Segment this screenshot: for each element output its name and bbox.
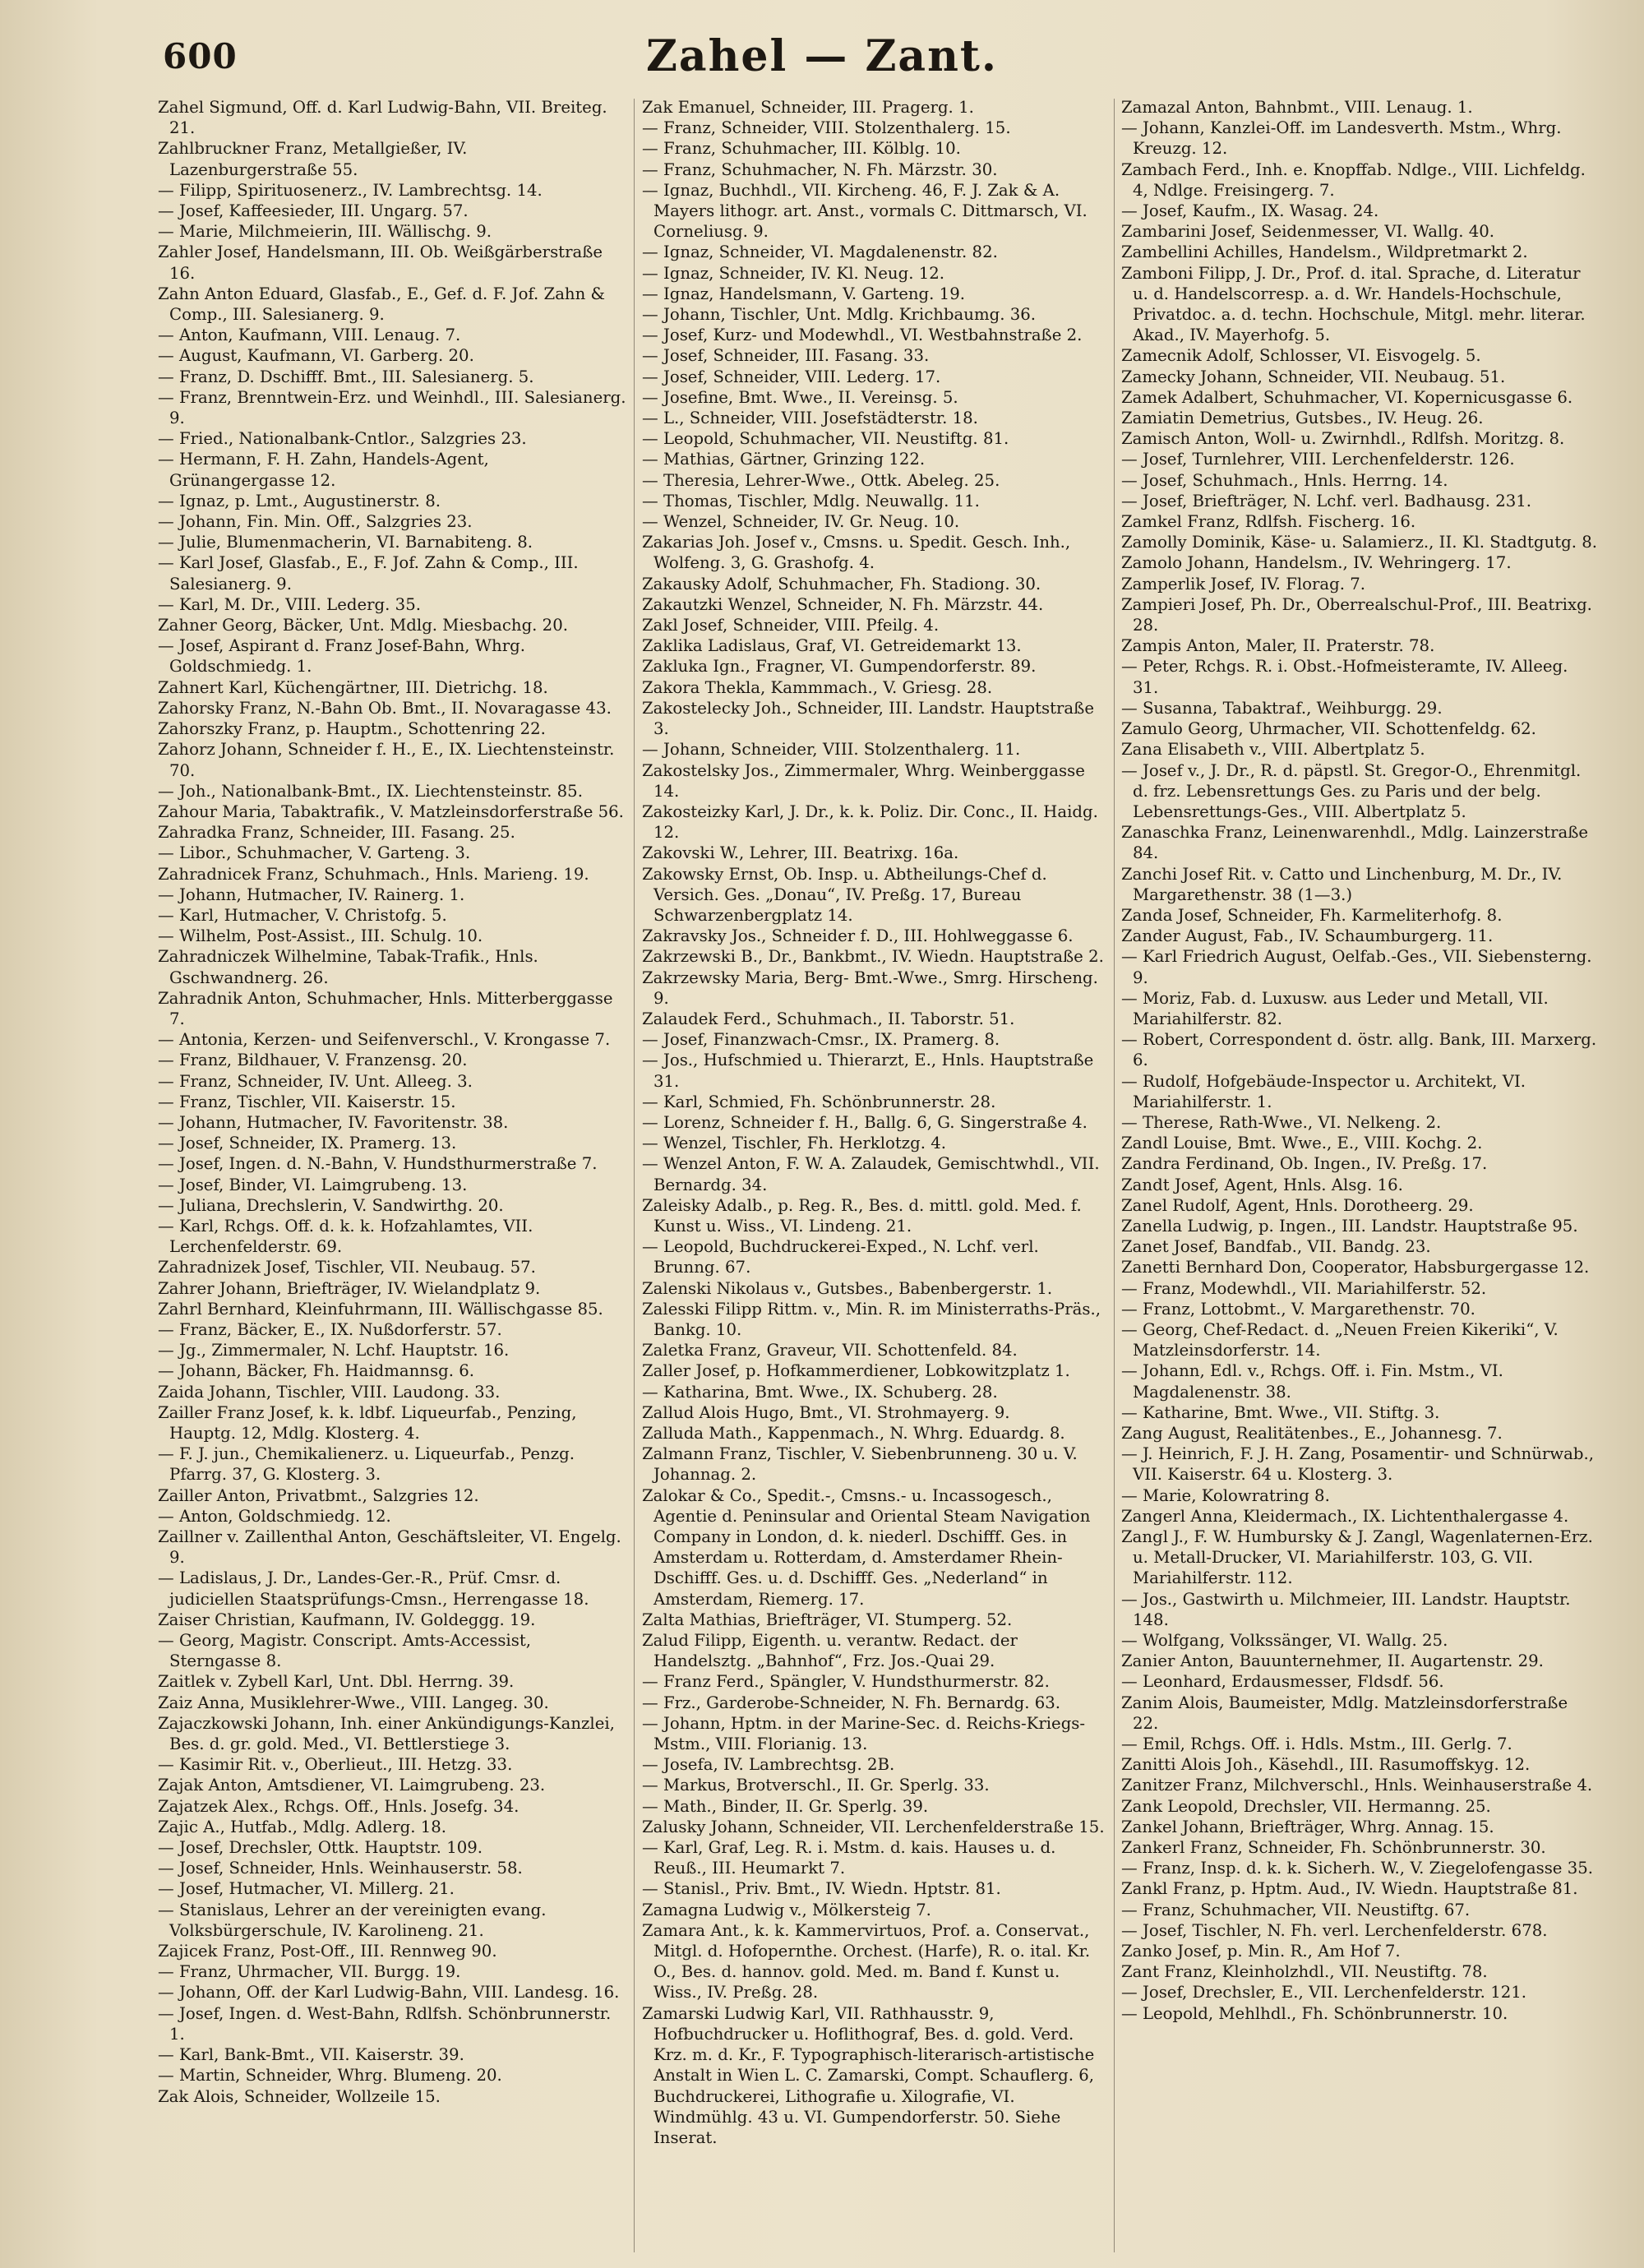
- directory-entry: — Josef, Ingen. d. West-Bahn, Rdlfsh. Schönbrunnerstr. 1.: [158, 2003, 612, 2044]
- directory-entry: — Georg, Chef-Redact. d. „Neuen Freien Kikeriki“, V. Matzleinsdorferstr. 14.: [1121, 1319, 1559, 1360]
- directory-entry: Zambellini Achilles, Handelsm., Wildpretmarkt 2.: [1121, 243, 1528, 262]
- directory-entry: — Karl, Rchgs. Off. d. k. k. Hofzahlamtes, VII. Lerchenfelderstr. 69.: [158, 1216, 533, 1257]
- directory-entry: — F. J. jun., Chemikalienerz. u. Liqueurfab., Penzg. Pfarrg. 37, G. Klosterg. 3.: [158, 1444, 575, 1485]
- directory-entry: Zahorszky Franz, p. Hauptm., Schottenring 22.: [158, 719, 546, 739]
- directory-entry: Zanko Josef, p. Min. R., Am Hof 7.: [1121, 1942, 1401, 1961]
- directory-entry: — Wilhelm, Post-Assist., III. Schulg. 10.: [158, 926, 483, 946]
- directory-entry: Zalmann Franz, Tischler, V. Siebenbrunneng. 30 u. V. Johannag. 2.: [642, 1444, 1078, 1485]
- page-number: 600: [163, 36, 238, 76]
- directory-entry: — Leonhard, Erdausmesser, Fldsdf. 56.: [1121, 1672, 1444, 1692]
- directory-entry: — Josef v., J. Dr., R. d. päpstl. St. Gregor-O., Ehrenmitgl. d. frz. Lebensrettungs Ges. zu Paris und der belg. Lebensrettungs-Ges., VIII. Albertplatz 5.: [1121, 760, 1582, 821]
- directory-entry: Zakluka Ign., Fragner, VI. Gumpendorferstr. 89.: [642, 657, 1037, 677]
- directory-entry: Zahel Sigmund, Off. d. Karl Ludwig-Bahn, VII. Breiteg. 21.: [158, 98, 607, 138]
- directory-entry: — Josefa, IV. Lambrechtsg. 2B.: [642, 1755, 895, 1775]
- directory-entry: — Jos., Gastwirth u. Milchmeier, III. Landstr. Hauptstr. 148.: [1121, 1589, 1571, 1629]
- directory-entry: Zaillner v. Zaillenthal Anton, Geschäftsleiter, VI. Engelg. 9.: [158, 1527, 621, 1568]
- directory-entry: — Katharina, Bmt. Wwe., IX. Schuberg. 28.: [642, 1382, 998, 1402]
- directory-entry: Zahradnizek Josef, Tischler, VII. Neubaug. 57.: [158, 1258, 536, 1277]
- directory-entry: — Franz, Lottobmt., V. Margarethenstr. 70.: [1121, 1299, 1475, 1319]
- directory-entry: — Libor., Schuhmacher, V. Garteng. 3.: [158, 843, 471, 863]
- directory-entry: — Markus, Brotverschl., II. Gr. Sperlg. 33.: [642, 1776, 990, 1795]
- directory-entry: — Franz, Insp. d. k. k. Sicherh. W., V. Ziegelofengasse 35.: [1121, 1859, 1594, 1878]
- directory-entry: Zankl Franz, p. Hptm. Aud., IV. Wiedn. Hauptstraße 81.: [1121, 1879, 1578, 1899]
- directory-entry: — Franz Ferd., Spängler, V. Hundsthurmerstr. 82.: [642, 1672, 1050, 1692]
- directory-entry: Zamkel Franz, Rdlfsh. Fischerg. 16.: [1121, 512, 1416, 532]
- directory-entry: Zaida Johann, Tischler, VIII. Laudong. 33.: [158, 1382, 501, 1402]
- directory-entry: Zana Elisabeth v., VIII. Albertplatz 5.: [1121, 740, 1425, 760]
- directory-entry: — L., Schneider, VIII. Josefstädterstr. 18.: [642, 409, 978, 428]
- directory-entry: — Therese, Rath-Wwe., VI. Nelkeng. 2.: [1121, 1112, 1442, 1132]
- directory-entry: — Emil, Rchgs. Off. i. Hdls. Mstm., III. Gerlg. 7.: [1121, 1734, 1512, 1754]
- directory-entry: Zalokar & Co., Spedit.-, Cmsns.- u. Incassogesch., Agentie d. Peninsular and Oriental Steam Navigation Company in London, d. k. niederl. Dschifff. Ges. in Amsterdam u. Rotterdam, d. Amsterdamer Rhein-Dschifff. Ges. u. d. Dschifff. Ges. „Nederland“ in Amsterdam, Riemerg. 17.: [642, 1485, 1091, 1609]
- directory-entry: Zaiser Christian, Kaufmann, IV. Goldeggg. 19.: [158, 1610, 536, 1629]
- directory-entry: — Josef, Schneider, IX. Pramerg. 13.: [158, 1134, 457, 1153]
- directory-entry: — Antonia, Kerzen- und Seifenverschl., V. Krongasse 7.: [158, 1030, 611, 1050]
- directory-entry: Zampis Anton, Maler, II. Praterstr. 78.: [1121, 636, 1435, 656]
- directory-entry: — Theresia, Lehrer-Wwe., Ottk. Abeleg. 25.: [642, 470, 1000, 490]
- directory-entry: Zamperlik Josef, IV. Florag. 7.: [1121, 574, 1366, 594]
- directory-entry: Zandt Josef, Agent, Hnls. Alsg. 16.: [1121, 1175, 1403, 1194]
- directory-entry: — Josef, Kaffeesieder, III. Ungarg. 57.: [158, 201, 469, 221]
- directory-entry: — Josef, Finanzwach-Cmsr., IX. Pramerg. 8.: [642, 1030, 1000, 1050]
- column-divider: [634, 99, 635, 2252]
- directory-entry: Zahradka Franz, Schneider, III. Fasang. 25.: [158, 823, 515, 843]
- directory-entry: — Anton, Kaufmann, VIII. Lenaug. 7.: [158, 326, 461, 345]
- directory-entry: Zanier Anton, Bauunternehmer, II. Augartenstr. 29.: [1121, 1651, 1544, 1671]
- directory-entry: — Josef, Schneider, Hnls. Weinhauserstr. 58.: [158, 1859, 523, 1878]
- directory-entry: Zajic A., Hutfab., Mdlg. Adlerg. 18.: [158, 1817, 447, 1836]
- directory-entry: Zamagna Ludwig v., Mölkersteig 7.: [642, 1900, 931, 1919]
- page-header: [0, 30, 1644, 87]
- directory-entry: — Ignaz, p. Lmt., Augustinerstr. 8.: [158, 491, 441, 510]
- directory-entry: Zahrl Bernhard, Kleinfuhrmann, III. Wällischgasse 85.: [158, 1299, 603, 1319]
- column-divider: [1114, 99, 1115, 2252]
- directory-entry: — Josef, Kurz- und Modewhdl., VI. Westbahnstraße 2.: [642, 326, 1083, 345]
- directory-entry: Zamecnik Adolf, Schlosser, VI. Eisvogelg. 5.: [1121, 346, 1481, 366]
- directory-entry: Zakautzki Wenzel, Schneider, N. Fh. Märzstr. 44.: [642, 594, 1044, 614]
- directory-entry: Zaller Josef, p. Hofkammerdiener, Lobkowitzplatz 1.: [642, 1361, 1070, 1381]
- directory-entry: Zamazal Anton, Bahnbmt., VIII. Lenaug. 1.: [1121, 98, 1473, 117]
- directory-entry: Zamara Ant., k. k. Kammervirtuos, Prof. a. Conservat., Mitgl. d. Hofopernthe. Orchest. (Harfe), R. o. ital. Kr. O., Bes. d. hannov. gold. Med. m. Band f. Kunst u. Wiss., IV. Preßg. 28.: [642, 1920, 1091, 2002]
- directory-entry: — Jos., Hufschmied u. Thierarzt, E., Hnls. Hauptstraße 31.: [642, 1051, 1094, 1091]
- directory-entry: — Hermann, F. H. Zahn, Handels-Agent, Grünangergasse 12.: [158, 450, 489, 490]
- directory-entry: — Josef, Kaufm., IX. Wasag. 24.: [1121, 201, 1379, 221]
- directory-entry: — Josef, Aspirant d. Franz Josef-Bahn, Whrg. Goldschmiedg. 1.: [158, 636, 526, 677]
- directory-entry: — Anton, Goldschmiedg. 12.: [158, 1506, 391, 1526]
- directory-entry: Zaleisky Adalb., p. Reg. R., Bes. d. mittl. gold. Med. f. Kunst u. Wiss., VI. Lindeng. 21.: [642, 1195, 1082, 1236]
- directory-entry: Zalusky Johann, Schneider, VII. Lerchenfelderstraße 15.: [642, 1817, 1105, 1836]
- directory-entry: — Johann, Bäcker, Fh. Haidmannsg. 6.: [158, 1361, 474, 1381]
- directory-entry: — Franz, Schuhmacher, N. Fh. Märzstr. 30.: [642, 159, 998, 179]
- directory-entry: — Math., Binder, II. Gr. Sperlg. 39.: [642, 1796, 929, 1816]
- directory-entry: — Susanna, Tabaktraf., Weihburgg. 29.: [1121, 698, 1443, 718]
- directory-entry: Zakarias Joh. Josef v., Cmsns. u. Spedit. Gesch. Inh., Wolfeng. 3, G. Grashofg. 4.: [642, 533, 1071, 573]
- directory-entry: Zambach Ferd., Inh. e. Knopffab. Ndlge., VIII. Lichfeldg. 4, Ndlge. Freisingerg. 7.: [1121, 159, 1586, 200]
- directory-entry: Zahrer Johann, Briefträger, IV. Wielandplatz 9.: [158, 1278, 541, 1298]
- directory-entry: — Josef, Tischler, N. Fh. verl. Lerchenfelderstr. 678.: [1121, 1920, 1548, 1940]
- directory-entry: — Franz, Brenntwein-Erz. und Weinhdl., III. Salesianerg. 9.: [158, 387, 626, 428]
- directory-entry: Zamboni Filipp, J. Dr., Prof. d. ital. Sprache, d. Literatur u. d. Handelscorresp. a. d. Wr. Handels-Hochschule, Privatdoc. a. d. techn. Hochschule, Mitgl. mehr. literar. Akad., IV. Mayerhofg. 5.: [1121, 263, 1586, 345]
- directory-entry: — Stanisl., Priv. Bmt., IV. Wiedn. Hptstr. 81.: [642, 1879, 1001, 1899]
- directory-entry: Zamecky Johann, Schneider, VII. Neubaug. 51.: [1121, 367, 1506, 386]
- directory-entry: Zalaudek Ferd., Schuhmach., II. Taborstr. 51.: [642, 1009, 1015, 1028]
- directory-entry: — Leopold, Buchdruckerei-Exped., N. Lchf. verl. Brunng. 67.: [642, 1237, 1039, 1277]
- directory-entry: Zak Emanuel, Schneider, III. Pragerg. 1.: [642, 98, 974, 117]
- directory-entry: — Wenzel, Tischler, Fh. Herklotzg. 4.: [642, 1134, 947, 1153]
- directory-entry: Zamolly Dominik, Käse- u. Salamierz., II. Kl. Stadtgutg. 8.: [1121, 533, 1598, 552]
- directory-entry: — Josef, Schneider, III. Fasang. 33.: [642, 346, 930, 366]
- directory-entry: Zanet Josef, Bandfab., VII. Bandg. 23.: [1121, 1237, 1431, 1257]
- directory-entry: Zamiatin Demetrius, Gutsbes., IV. Heug. 26.: [1121, 409, 1484, 428]
- directory-entry: — Josef, Binder, VI. Laimgrubeng. 13.: [158, 1175, 468, 1194]
- directory-entry: — Johann, Edl. v., Rchgs. Off. i. Fin. Mstm., VI. Magdalenenstr. 38.: [1121, 1361, 1503, 1402]
- directory-entry: Zanitzer Franz, Milchverschl., Hnls. Weinhauserstraße 4.: [1121, 1776, 1593, 1795]
- directory-entry: — Johann, Hutmacher, IV. Rainerg. 1.: [158, 885, 465, 904]
- directory-entry: Zahorsky Franz, N.-Bahn Ob. Bmt., II. Novaragasse 43.: [158, 698, 612, 718]
- directory-entry: Zakovski W., Lehrer, III. Beatrixg. 16a.: [642, 843, 959, 863]
- directory-entry: — Marie, Kolowratring 8.: [1121, 1485, 1330, 1505]
- directory-entry: — Wenzel, Schneider, IV. Gr. Neug. 10.: [642, 512, 960, 532]
- directory-entry: — Johann, Off. der Karl Ludwig-Bahn, VIII. Landesg. 16.: [158, 1983, 620, 2002]
- directory-entry: — Wenzel Anton, F. W. A. Zalaudek, Gemischtwhdl., VII. Bernardg. 34.: [642, 1154, 1100, 1194]
- directory-entry: — Josef, Schuhmach., Hnls. Herrng. 14.: [1121, 470, 1448, 490]
- directory-entry: — Josef, Hutmacher, VI. Millerg. 21.: [158, 1879, 455, 1899]
- directory-entry: — Ignaz, Buchhdl., VII. Kircheng. 46, F. J. Zak & A. Mayers lithogr. art. Anst., vormals C. Dittmarsch, VI. Corneliusg. 9.: [642, 180, 1088, 242]
- directory-entry: Zahour Maria, Tabaktrafik., V. Matzleinsdorferstraße 56.: [158, 801, 624, 821]
- directory-entry: Zak Alois, Schneider, Wollzeile 15.: [158, 2086, 441, 2106]
- directory-entry: — Leopold, Mehlhdl., Fh. Schönbrunnerstr. 10.: [1121, 2003, 1508, 2023]
- directory-entry: — Kasimir Rit. v., Oberlieut., III. Hetzg. 33.: [158, 1755, 513, 1775]
- directory-entry: Zankerl Franz, Schneider, Fh. Schönbrunnerstr. 30.: [1121, 1838, 1546, 1858]
- directory-column-3: [1121, 97, 1598, 2259]
- directory-entry: Zanetti Bernhard Don, Cooperator, Habsburgergasse 12.: [1121, 1258, 1590, 1277]
- directory-entry: — Josef, Schneider, VIII. Lederg. 17.: [642, 367, 941, 386]
- directory-entry: — Josef, Drechsler, E., VII. Lerchenfelderstr. 121.: [1121, 1983, 1527, 2002]
- directory-entry: — Franz, Uhrmacher, VII. Burgg. 19.: [158, 1962, 461, 1982]
- directory-entry: Zakrzewski B., Dr., Bankbmt., IV. Wiedn. Hauptstraße 2.: [642, 947, 1104, 967]
- directory-entry: — Fried., Nationalbank-Cntlor., Salzgries 23.: [158, 429, 527, 449]
- directory-entry: — J. Heinrich, F. J. H. Zang, Posamentir- und Schnürwab., VII. Kaiserstr. 64 u. Klosterg. 3.: [1121, 1444, 1594, 1485]
- directory-entry: — Josefine, Bmt. Wwe., II. Vereinsg. 5.: [642, 387, 958, 407]
- directory-entry: Zank Leopold, Drechsler, VII. Hermanng. 25.: [1121, 1796, 1491, 1816]
- directory-entry: — Julie, Blumenmacherin, VI. Barnabiteng. 8.: [158, 533, 533, 552]
- directory-entry: Zalud Filipp, Eigenth. u. verantw. Redact. der Handelsztg. „Bahnhof“, Frz. Jos.-Quai 29.: [642, 1631, 1018, 1671]
- directory-entry: — Peter, Rchgs. R. i. Obst.-Hofmeisteramte, IV. Alleeg. 31.: [1121, 657, 1568, 697]
- directory-entry: Zampieri Josef, Ph. Dr., Oberrealschul-Prof., III. Beatrixg. 28.: [1121, 594, 1592, 635]
- directory-entry: Zalta Mathias, Briefträger, VI. Stumperg. 52.: [642, 1610, 1013, 1629]
- directory-entry: — Franz, Bildhauer, V. Franzensg. 20.: [158, 1051, 468, 1070]
- directory-entry: Zahradnik Anton, Schuhmacher, Hnls. Mitterberggasse 7.: [158, 988, 613, 1028]
- directory-entry: Zander August, Fab., IV. Schaumburgerg. 11.: [1121, 926, 1494, 946]
- directory-entry: Zaletka Franz, Graveur, VII. Schottenfeld. 84.: [642, 1341, 1018, 1360]
- directory-entry: — Karl, Graf, Leg. R. i. Mstm. d. kais. Hauses u. d. Reuß., III. Heumarkt 7.: [642, 1838, 1056, 1878]
- directory-entry: — Franz, Modewhdl., VII. Mariahilferstr. 52.: [1121, 1278, 1487, 1298]
- directory-entry: — Josef, Ingen. d. N.-Bahn, V. Hundsthurmerstraße 7.: [158, 1154, 598, 1174]
- directory-entry: — Leopold, Schuhmacher, VII. Neustiftg. 81.: [642, 429, 1009, 449]
- directory-entry: — Lorenz, Schneider f. H., Ballg. 6, G. Singerstraße 4.: [642, 1112, 1088, 1132]
- directory-entry: Zakowsky Ernst, Ob. Insp. u. Abtheilungs-Chef d. Versich. Ges. „Donau“, IV. Preßg. 17, Bureau Schwarzenbergplatz 14.: [642, 864, 1047, 925]
- directory-entry: Zaiz Anna, Musiklehrer-Wwe., VIII. Langeg. 30.: [158, 1693, 549, 1712]
- directory-entry: — Marie, Milchmeierin, III. Wällischg. 9.: [158, 222, 492, 242]
- directory-entry: — Thomas, Tischler, Mdlg. Neuwallg. 11.: [642, 491, 980, 510]
- directory-entry: — Martin, Schneider, Whrg. Blumeng. 20.: [158, 2066, 502, 2086]
- directory-entry: Zanaschka Franz, Leinenwarenhdl., Mdlg. Lainzerstraße 84.: [1121, 823, 1589, 863]
- directory-entry: — Karl, Schmied, Fh. Schönbrunnerstr. 28.: [642, 1092, 996, 1111]
- directory-entry: Zangerl Anna, Kleidermach., IX. Lichtenthalergasse 4.: [1121, 1506, 1569, 1526]
- directory-column-2: [642, 97, 1108, 2259]
- directory-entry: — Filipp, Spirituosenerz., IV. Lambrechtsg. 14.: [158, 180, 543, 200]
- directory-entry: Zang August, Realitätenbes., E., Johannesg. 7.: [1121, 1424, 1503, 1443]
- directory-entry: Zajak Anton, Amtsdiener, VI. Laimgrubeng. 23.: [158, 1776, 546, 1795]
- directory-entry: Zant Franz, Kleinholzhdl., VII. Neustiftg. 78.: [1121, 1962, 1488, 1982]
- directory-entry: Zahlbruckner Franz, Metallgießer, IV. Lazenburgerstraße 55.: [158, 139, 468, 179]
- directory-entry: — Franz, Tischler, VII. Kaiserstr. 15.: [158, 1092, 456, 1111]
- directory-entry: Zalluda Math., Kappenmach., N. Whrg. Eduardg. 8.: [642, 1424, 1065, 1443]
- directory-entry: — Karl Friedrich August, Oelfab.-Ges., VII. Siebensterng. 9.: [1121, 947, 1592, 987]
- directory-entry: — Josef, Turnlehrer, VIII. Lerchenfelderstr. 126.: [1121, 450, 1515, 469]
- directory-entry: — Johann, Fin. Min. Off., Salzgries 23.: [158, 512, 473, 532]
- directory-entry: — August, Kaufmann, VI. Garberg. 20.: [158, 346, 474, 366]
- directory-entry: Zamarski Ludwig Karl, VII. Rathhausstr. 9, Hofbuchdrucker u. Hoflithograf, Bes. d. gold. Verd. Krz. m. d. Kr., F. Typographisch-literarisch-artistische Anstalt in Wien L. C. Zamarski, Compt. Schauflerg. 6, Buchdruckerei, Lithografie u. Xilografie, VI. Windmühlg. 43 u. VI. Gumpendorferstr. 50. Siehe Inserat.: [642, 2003, 1095, 2147]
- directory-entry: — Robert, Correspondent d. östr. allg. Bank, III. Marxerg. 6.: [1121, 1030, 1597, 1070]
- directory-entry: Zamulo Georg, Uhrmacher, VII. Schottenfeldg. 62.: [1121, 719, 1536, 739]
- directory-entry: — Mathias, Gärtner, Grinzing 122.: [642, 450, 926, 469]
- directory-entry: Zanim Alois, Baumeister, Mdlg. Matzleinsdorferstraße 22.: [1121, 1693, 1568, 1733]
- directory-entry: — Josef, Drechsler, Ottk. Hauptstr. 109.: [158, 1838, 483, 1858]
- directory-entry: Zailler Anton, Privatbmt., Salzgries 12.: [158, 1485, 479, 1505]
- directory-entry: — Johann, Hptm. in der Marine-Sec. d. Reichs-Kriegs-Mstm., VIII. Florianig. 13.: [642, 1713, 1086, 1754]
- directory-entry: — Karl, M. Dr., VIII. Lederg. 35.: [158, 594, 421, 614]
- directory-entry: Zahner Georg, Bäcker, Unt. Mdlg. Miesbachg. 20.: [158, 616, 568, 635]
- directory-entry: — Georg, Magistr. Conscript. Amts-Accessist, Sterngasse 8.: [158, 1631, 531, 1671]
- directory-entry: Zahnert Karl, Küchengärtner, III. Dietrichg. 18.: [158, 677, 548, 697]
- directory-entry: — Ignaz, Schneider, VI. Magdalenenstr. 82.: [642, 243, 998, 262]
- directory-entry: — Rudolf, Hofgebäude-Inspector u. Architekt, VI. Mariahilferstr. 1.: [1121, 1071, 1526, 1111]
- page-title: Zahel — Zant.: [645, 31, 999, 81]
- directory-entry: — Franz, Schuhmacher, VII. Neustiftg. 67.: [1121, 1900, 1471, 1919]
- directory-entry: Zahler Josef, Handelsmann, III. Ob. Weißgärberstraße 16.: [158, 243, 603, 283]
- directory-entry: Zandl Louise, Bmt. Wwe., E., VIII. Kochg. 2.: [1121, 1134, 1483, 1153]
- directory-entry: — Katharine, Bmt. Wwe., VII. Stiftg. 3.: [1121, 1402, 1440, 1422]
- directory-entry: — Ignaz, Handelsmann, V. Garteng. 19.: [642, 284, 965, 303]
- directory-entry: Zalenski Nikolaus v., Gutsbes., Babenbergerstr. 1.: [642, 1278, 1053, 1298]
- directory-entry: Zankel Johann, Briefträger, Whrg. Annag. 15.: [1121, 1817, 1494, 1836]
- directory-entry: Zajicek Franz, Post-Off., III. Rennweg 90.: [158, 1942, 497, 1961]
- directory-entry: — Johann, Hutmacher, IV. Favoritenstr. 38.: [158, 1112, 509, 1132]
- directory-entry: — Juliana, Drechslerin, V. Sandwirthg. 20.: [158, 1195, 504, 1215]
- directory-entry: Zahn Anton Eduard, Glasfab., E., Gef. d. F. Jof. Zahn & Comp., III. Salesianerg. 9.: [158, 284, 606, 325]
- directory-entry: — Franz, D. Dschifff. Bmt., III. Salesianerg. 5.: [158, 367, 534, 386]
- directory-entry: — Karl, Hutmacher, V. Christofg. 5.: [158, 905, 447, 925]
- directory-entry: Zamek Adalbert, Schuhmacher, VI. Kopernicusgasse 6.: [1121, 387, 1573, 407]
- directory-entry: Zajatzek Alex., Rchgs. Off., Hnls. Josefg. 34.: [158, 1796, 520, 1816]
- directory-entry: Zanitti Alois Joh., Käsehdl., III. Rasumoffskyg. 12.: [1121, 1755, 1531, 1775]
- directory-entry: Zanda Josef, Schneider, Fh. Karmeliterhofg. 8.: [1121, 905, 1503, 925]
- directory-entry: — Ignaz, Schneider, IV. Kl. Neug. 12.: [642, 263, 945, 283]
- directory-entry: Zakausky Adolf, Schuhmacher, Fh. Stadiong. 30.: [642, 574, 1041, 594]
- directory-entry: — Johann, Tischler, Unt. Mdlg. Krichbaumg. 36.: [642, 305, 1037, 325]
- directory-entry: Zailler Franz Josef, k. k. ldbf. Liqueurfab., Penzing, Hauptg. 12, Mdlg. Klosterg. 4.: [158, 1402, 577, 1443]
- directory-entry: Zakora Thekla, Kammmach., V. Griesg. 28.: [642, 677, 993, 697]
- directory-entry: Zambarini Josef, Seidenmesser, VI. Wallg. 40.: [1121, 222, 1495, 242]
- directory-entry: — Franz, Schneider, IV. Unt. Alleeg. 3.: [158, 1071, 473, 1091]
- directory-entry: — Frz., Garderobe-Schneider, N. Fh. Bernardg. 63.: [642, 1693, 1061, 1712]
- directory-entry: — Joh., Nationalbank-Bmt., IX. Liechtensteinstr. 85.: [158, 781, 583, 801]
- directory-column-1: [158, 97, 626, 2259]
- directory-entry: — Ladislaus, J. Dr., Landes-Ger.-R., Prüf. Cmsr. d. judiciellen Staatsprüfungs-Cmsn., Herrengasse 18.: [158, 1568, 589, 1609]
- directory-entry: Zamisch Anton, Woll- u. Zwirnhdl., Rdlfsh. Moritzg. 8.: [1121, 429, 1565, 449]
- directory-entry: Zakostelecky Joh., Schneider, III. Landstr. Hauptstraße 3.: [642, 698, 1094, 739]
- directory-entry: Zanella Ludwig, p. Ingen., III. Landstr. Hauptstraße 95.: [1121, 1216, 1578, 1236]
- directory-entry: — Wolfgang, Volkssänger, VI. Wallg. 25.: [1121, 1631, 1448, 1651]
- directory-entry: Zanchi Josef Rit. v. Catto und Linchenburg, M. Dr., IV. Margarethenstr. 38 (1—3.): [1121, 864, 1563, 904]
- directory-entry: — Franz, Bäcker, E., IX. Nußdorferstr. 57.: [158, 1319, 502, 1339]
- directory-entry: Zalesski Filipp Rittm. v., Min. R. im Ministerraths-Präs., Bankg. 10.: [642, 1299, 1101, 1339]
- directory-entry: Zakrzewsky Maria, Berg- Bmt.-Wwe., Smrg. Hirscheng. 9.: [642, 968, 1098, 1008]
- directory-entry: Zandra Ferdinand, Ob. Ingen., IV. Preßg. 17.: [1121, 1154, 1488, 1174]
- directory-entry: Zahorz Johann, Schneider f. H., E., IX. Liechtensteinstr. 70.: [158, 740, 615, 780]
- directory-entry: — Karl, Bank-Bmt., VII. Kaiserstr. 39.: [158, 2045, 464, 2065]
- directory-entry: — Franz, Schneider, VIII. Stolzenthalerg. 15.: [642, 118, 1011, 138]
- directory-entry: Zanel Rudolf, Agent, Hnls. Dorotheerg. 29.: [1121, 1195, 1474, 1215]
- directory-entry: Zakosteizky Karl, J. Dr., k. k. Poliz. Dir. Conc., II. Haidg. 12.: [642, 801, 1098, 843]
- directory-entry: Zamolo Johann, Handelsm., IV. Wehringerg. 17.: [1121, 553, 1512, 573]
- directory-entry: — Johann, Kanzlei-Off. im Landesverth. Mstm., Whrg. Kreuzg. 12.: [1121, 118, 1562, 159]
- directory-entry: — Karl Josef, Glasfab., E., F. Jof. Zahn & Comp., III. Salesianerg. 9.: [158, 553, 579, 594]
- directory-entry: Zakostelsky Jos., Zimmermaler, Whrg. Weinberggasse 14.: [642, 760, 1085, 801]
- directory-entry: Zaklika Ladislaus, Graf, VI. Getreidemarkt 13.: [642, 636, 1022, 656]
- directory-entry: Zakl Josef, Schneider, VIII. Pfeilg. 4.: [642, 616, 940, 635]
- directory-entry: Zaitlek v. Zybell Karl, Unt. Dbl. Herrng. 39.: [158, 1672, 515, 1692]
- directory-entry: Zangl J., F. W. Humbursky & J. Zangl, Wagenlaternen-Erz. u. Metall-Drucker, VI. Mariahilferstr. 103, G. VII. Mariahilferstr. 112.: [1121, 1527, 1593, 1588]
- directory-entry: Zajaczkowski Johann, Inh. einer Ankündigungs-Kanzlei, Bes. d. gr. gold. Med., VI. Bettlerstiege 3.: [158, 1713, 615, 1754]
- directory-entry: — Franz, Schuhmacher, III. Kölblg. 10.: [642, 139, 961, 159]
- directory-entry: Zakravsky Jos., Schneider f. D., III. Hohlweggasse 6.: [642, 926, 1074, 946]
- directory-entry: Zallud Alois Hugo, Bmt., VI. Strohmayerg. 9.: [642, 1402, 1010, 1422]
- directory-entry: — Johann, Schneider, VIII. Stolzenthalerg. 11.: [642, 740, 1021, 760]
- directory-entry: Zahradnicek Franz, Schuhmach., Hnls. Marieng. 19.: [158, 864, 589, 884]
- directory-entry: — Jg., Zimmermaler, N. Lchf. Hauptstr. 16.: [158, 1341, 510, 1360]
- directory-entry: Zahradniczek Wilhelmine, Tabak-Trafik., Hnls. Gschwandnerg. 26.: [158, 947, 538, 987]
- directory-entry: — Moriz, Fab. d. Luxusw. aus Leder und Metall, VII. Mariahilferstr. 82.: [1121, 988, 1549, 1028]
- directory-entry: — Stanislaus, Lehrer an der vereinigten evang. Volksbürgerschule, IV. Karolineng. 21.: [158, 1900, 547, 1940]
- directory-entry: — Josef, Briefträger, N. Lchf. verl. Badhausg. 231.: [1121, 491, 1532, 510]
